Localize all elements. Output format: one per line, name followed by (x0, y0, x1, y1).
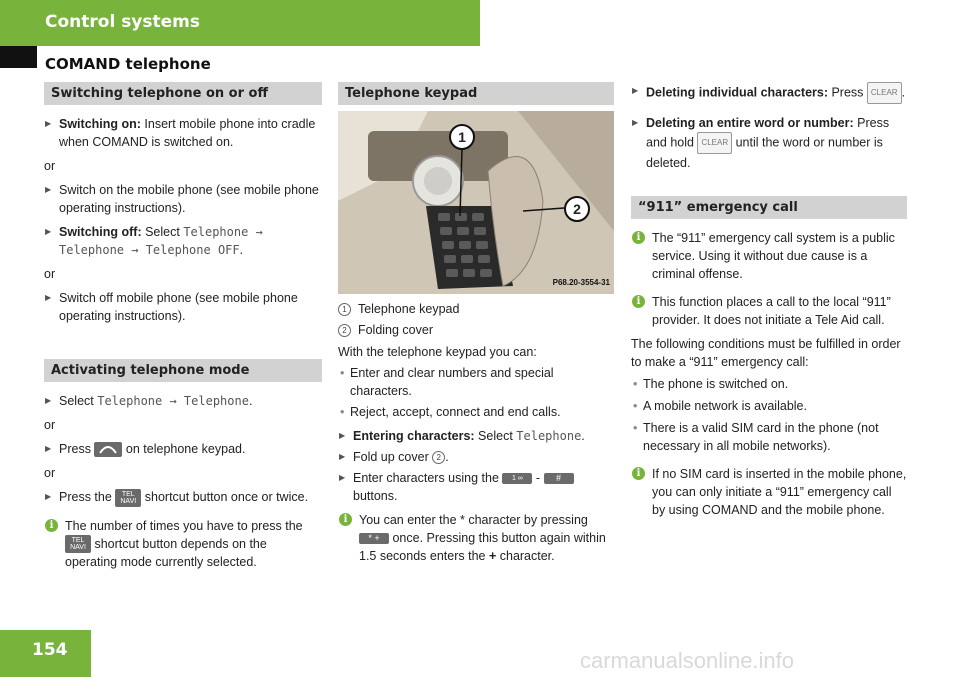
header-marker (0, 46, 37, 68)
info-icon: i (339, 513, 352, 526)
step-press-phone-key: ▶ Press on telephone keypad. (44, 440, 322, 458)
menu-path: Telephone → Telephone (97, 394, 249, 408)
section-title: Control systems (45, 12, 201, 32)
info-note: i You can enter the * character by pressing * + once. Pressing this button again within 1.5 seconds enters the + character. (338, 511, 614, 565)
step-enter-characters: ▶ Enter characters using the 1 ∞ - # buttons. (338, 469, 614, 505)
step-delete-characters: ▶ Deleting individual characters: Press CLEAR . (631, 82, 907, 104)
step-switching-on: ▶ Switching on: Insert mobile phone into cradle when COMAND is switched on. (44, 115, 322, 151)
list-item: • Enter and clear numbers and special characters. (338, 364, 614, 400)
or-text: or (44, 159, 56, 173)
conditions-intro: The following conditions must be fulfilled in order to make a “911” emergency call: (631, 337, 901, 369)
heading-911-emergency: “911” emergency call (631, 196, 907, 219)
tel-navi-key-icon: TEL NAVI (115, 489, 141, 507)
image-code: P68.20-3554-31 (552, 278, 610, 287)
step-entering-characters: ▶ Entering characters: Select Telephone. (338, 427, 614, 445)
key-star-plus-icon: * + (359, 533, 389, 544)
column-middle (338, 82, 614, 565)
info-note: i This function places a call to the local “911” provider. It does not initiate a Tele Aid call. (631, 293, 907, 329)
page-number: 154 (32, 640, 68, 660)
step-switch-off-mobile: ▶ Switch off mobile phone (see mobile phone operating instructions). (44, 289, 322, 325)
list-item: • There is a valid SIM card in the phone (not necessary in all mobile networks). (631, 419, 907, 455)
legend-1: 1 Telephone keypad (338, 300, 614, 318)
watermark: carmanualsonline.info (580, 648, 795, 673)
step-fold-up-cover: ▶ Fold up cover 2 . (338, 448, 614, 466)
list-item: • Reject, accept, connect and end calls. (338, 403, 614, 421)
column-right (631, 82, 907, 519)
column-left (44, 82, 322, 571)
heading-activating-mode: Activating telephone mode (44, 359, 322, 382)
list-item: • The phone is switched on. (631, 375, 907, 393)
or-text: or (44, 267, 56, 281)
info-note: i The “911” emergency call system is a public service. Using it without due cause is a criminal offense. (631, 229, 907, 283)
step-switching-off: ▶ Switching off: Select Telephone → Telephone → Telephone OFF. (44, 223, 322, 259)
legend-2: 2 Folding cover (338, 321, 614, 339)
step-press-tel-navi: ▶ Press the TEL NAVI shortcut button once or twice. (44, 488, 322, 507)
subsection-title: COMAND telephone (45, 55, 211, 73)
or-text: or (44, 418, 56, 432)
key-hash-icon: # (544, 473, 574, 484)
info-note: i The number of times you have to press the TEL NAVI shortcut button depends on the operating mode currently selected. (44, 517, 322, 572)
step-switch-on-mobile: ▶ Switch on the mobile phone (see mobile phone operating instructions). (44, 181, 322, 217)
keypad-intro: With the telephone keypad you can: (338, 345, 537, 359)
keypad-photo (338, 111, 614, 294)
heading-switching-telephone: Switching telephone on or off (44, 82, 322, 105)
callout-2: 2 (564, 196, 590, 222)
heading-telephone-keypad: Telephone keypad (338, 82, 614, 105)
menu-path: Telephone (516, 429, 582, 443)
list-item: • A mobile network is available. (631, 397, 907, 415)
menu-path: Telephone → Telephone → Telephone OFF (59, 225, 263, 257)
callout-ref: 2 (432, 451, 445, 464)
info-icon: i (632, 231, 645, 244)
info-note: i If no SIM card is inserted in the mobile phone, you can only initiate a “911” emergency call by using COMAND and the mobile phone. (631, 465, 907, 519)
clear-key-icon: CLEAR (697, 132, 732, 154)
info-icon: i (632, 295, 645, 308)
page-number-box (0, 630, 91, 677)
clear-key-icon: CLEAR (867, 82, 902, 104)
or-text: or (44, 466, 56, 480)
info-icon: i (632, 467, 645, 480)
key-1-icon: 1 ∞ (502, 473, 532, 484)
tel-navi-key-icon: TEL NAVI (65, 535, 91, 553)
callout-1: 1 (449, 124, 475, 150)
step-select-telephone: ▶ Select Telephone → Telephone. (44, 392, 322, 410)
step-delete-word: ▶ Deleting an entire word or number: Press and hold CLEAR until the word or number is deleted. (631, 114, 907, 172)
info-icon: i (45, 519, 58, 532)
phone-handset-icon (94, 442, 122, 457)
